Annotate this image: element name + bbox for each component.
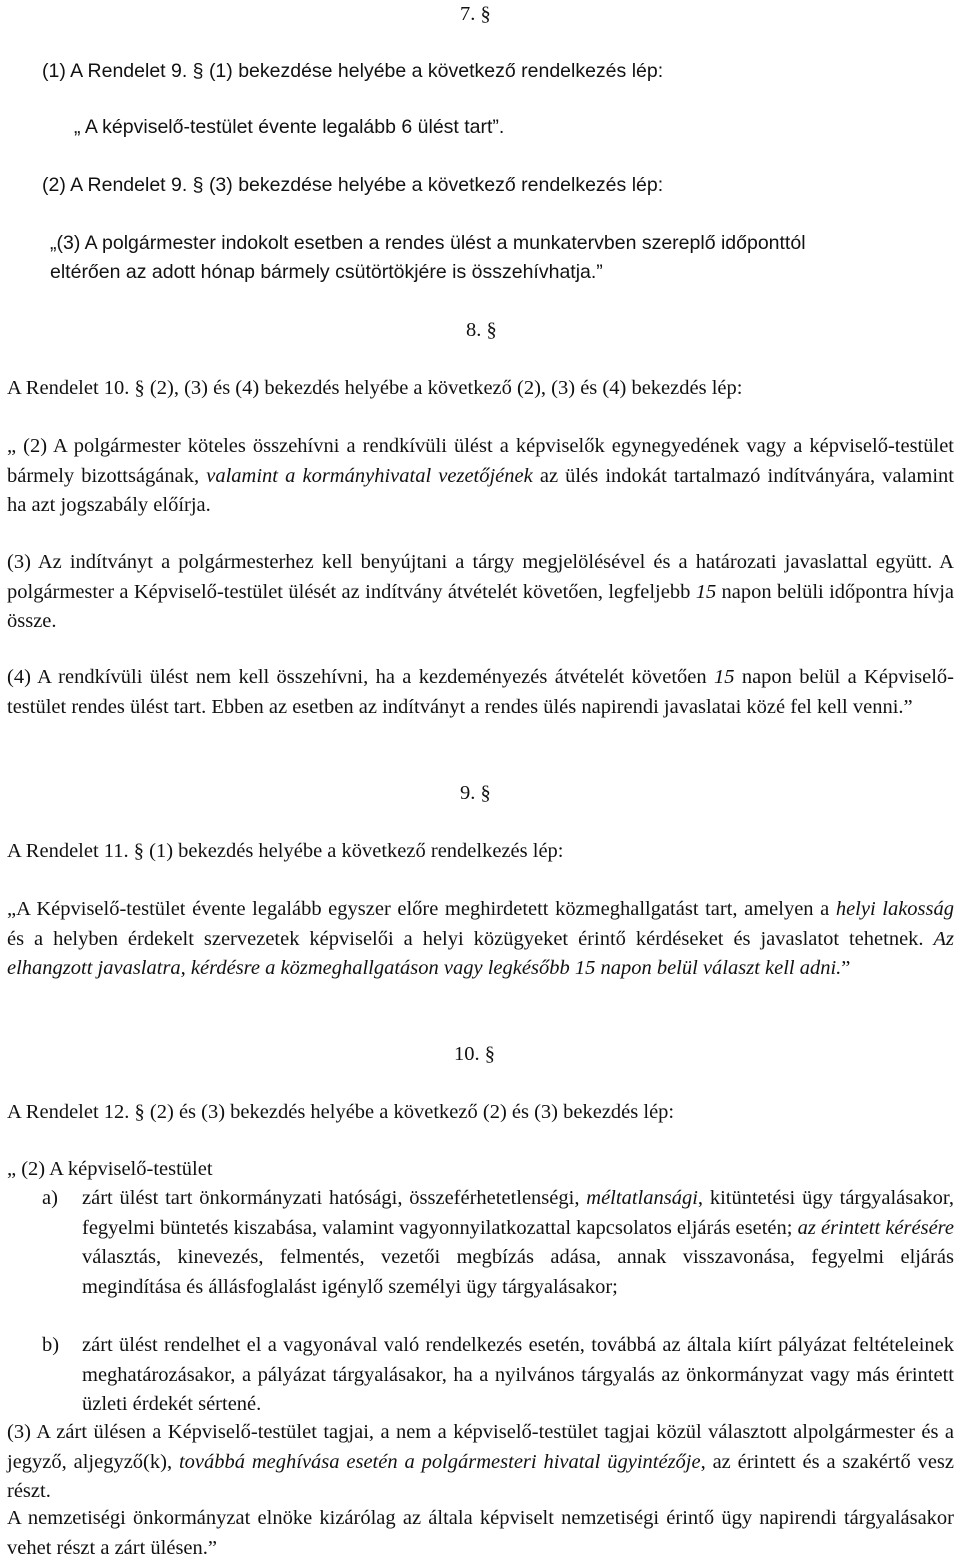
quoted-provision: „ A képviselő-testület évente legalább 6 ülést tart”.	[74, 116, 505, 138]
emphasis-text: 15	[713, 666, 735, 688]
paragraph-text: (3) A zárt ülésen a Képviselő-testület tagjai, a nem a képviselő-testület tagjai közül választott alpolgármester és a jegyző, aljegyző(k),	[7, 1421, 954, 1473]
emphasis-text: 15	[695, 580, 717, 603]
paragraph-text: az ülés indokát tartalmazó indítványára, valamint ha azt jogszabály előírja.	[7, 464, 954, 517]
paragraph-text: „A Képviselő-testület évente legalább egyszer előre meghirdetett közmeghallgatást tart, amelyen a	[7, 898, 836, 920]
paragraph-text: napon belüli időpontra hívja össze.	[7, 580, 954, 633]
amendment-intro: A Rendelet 12. § (2) és (3) bekezdés helyébe a következő (2) és (3) bekezdés lép:	[7, 1101, 675, 1123]
quoted-provision: eltérően az adott hónap bármely csütörtökjére is összehívhatja.”	[50, 261, 603, 283]
amendment-intro: A Rendelet 10. § (2), (3) és (4) bekezdés helyébe a következő (2), (3) és (4) bekezdés lép:	[7, 377, 743, 399]
paragraph-nationality: A nemzetiségi önkormányzat elnöke kizárólag az általa képviselt nemzetiségi érintő ügy napirendi tárgyalásakor vehet részt a zárt ülésen.”	[7, 1507, 954, 1559]
paragraph-text: (4) A rendkívüli ülést nem kell összehívni, ha a kezdeményezés átvételét követően	[7, 666, 714, 688]
quoted-provision: „(3) A polgármester indokolt esetben a rendes ülést a munkatervben szereplő időponttól	[50, 232, 806, 254]
paragraph-text: (3) Az indítványt a polgármesterhez kell benyújtani a tárgy megjelölésével és a határozati javaslattal együtt. A polgármester a Képviselő-testület ülését az indítvány átvételét követően, legfeljebb	[7, 551, 954, 603]
section-number-7: 7. §	[460, 3, 491, 25]
paragraph-2	[7, 432, 954, 521]
paragraph-4	[7, 663, 954, 722]
section-number-10: 10. §	[454, 1043, 495, 1065]
amendment-intro: A Rendelet 11. § (1) bekezdés helyébe a következő rendelkezés lép:	[7, 840, 564, 862]
paragraph-text: , kitüntetési ügy tárgyalásakor, fegyelmi büntetés kiszabása, valamint vagyonnyilatkozattal kapcsolatos eljárás esetén;	[82, 1187, 954, 1239]
section-number-8: 8. §	[466, 319, 497, 341]
emphasis-text: Az elhangzott javaslatra, kérdésre a közmeghallgatáson vagy legkésőbb 15 napon belül választ kell adni.	[7, 927, 954, 980]
paragraph-heading: „ (2) A képviselő-testület	[7, 1158, 213, 1180]
paragraph-text: , az érintett és a szakértő vesz részt.	[7, 1450, 955, 1503]
section-number-9: 9. §	[460, 782, 491, 804]
paragraph-text: „ (2) A polgármester köteles összehívni a rendkívüli ülést a képviselők egynegyedének vagy a képviselő-testület bármely bizottságának,	[7, 435, 954, 487]
emphasis-text: valamint a kormányhivatal vezetőjének	[206, 464, 533, 487]
paragraph-text: ”	[841, 957, 851, 980]
paragraph-text: napon belül a Képviselő-testület rendes ülést tart. Ebben az esetben az indítványt a rendes ülés napirendi javaslatai közé fel kell venni.”	[7, 666, 955, 718]
amendment-line: (2) A Rendelet 9. § (3) bekezdése helyébe a következő rendelkezés lép:	[42, 174, 664, 196]
list-item-text: zárt ülést rendelhet el a vagyonával való rendelkezés esetén, továbbá az általa kiírt pályázat feltételeinek meghatározásakor, a pályázat tárgyalásakor, ha a nyilvános tárgyalás az önkormányzat vagy más érintett üzleti érdekét sértené.	[82, 1334, 954, 1416]
paragraph-text: és a helyben érdekelt szervezetek képviselői a helyi közügyeket érintő kérdéseket és javaslatot tehetnek.	[7, 927, 934, 950]
paragraph-3	[7, 548, 954, 637]
emphasis-text: méltatlansági	[586, 1187, 698, 1209]
paragraph-text: választás, kinevezés, felmentés, vezetői megbízás adása, annak visszavonása, fegyelmi eljárás megindítása és állásfoglalást igénylő személyi ügy tárgyalásakor;	[82, 1246, 954, 1298]
emphasis-text: helyi lakosság	[835, 898, 954, 920]
paragraph-public-hearing	[7, 895, 954, 984]
list-item-text	[82, 1184, 954, 1302]
paragraph-text: zárt ülést tart önkormányzati hatósági, összeférhetetlenségi,	[82, 1187, 587, 1209]
paragraph-3	[7, 1418, 954, 1507]
list-label: b)	[42, 1334, 60, 1356]
list-label: a)	[42, 1187, 58, 1209]
emphasis-text: az érintett kérésére	[797, 1216, 954, 1239]
emphasis-text: továbbá meghívása esetén a polgármesteri hivatal ügyintézője	[178, 1450, 701, 1473]
amendment-line: (1) A Rendelet 9. § (1) bekezdése helyébe a következő rendelkezés lép:	[42, 60, 664, 82]
